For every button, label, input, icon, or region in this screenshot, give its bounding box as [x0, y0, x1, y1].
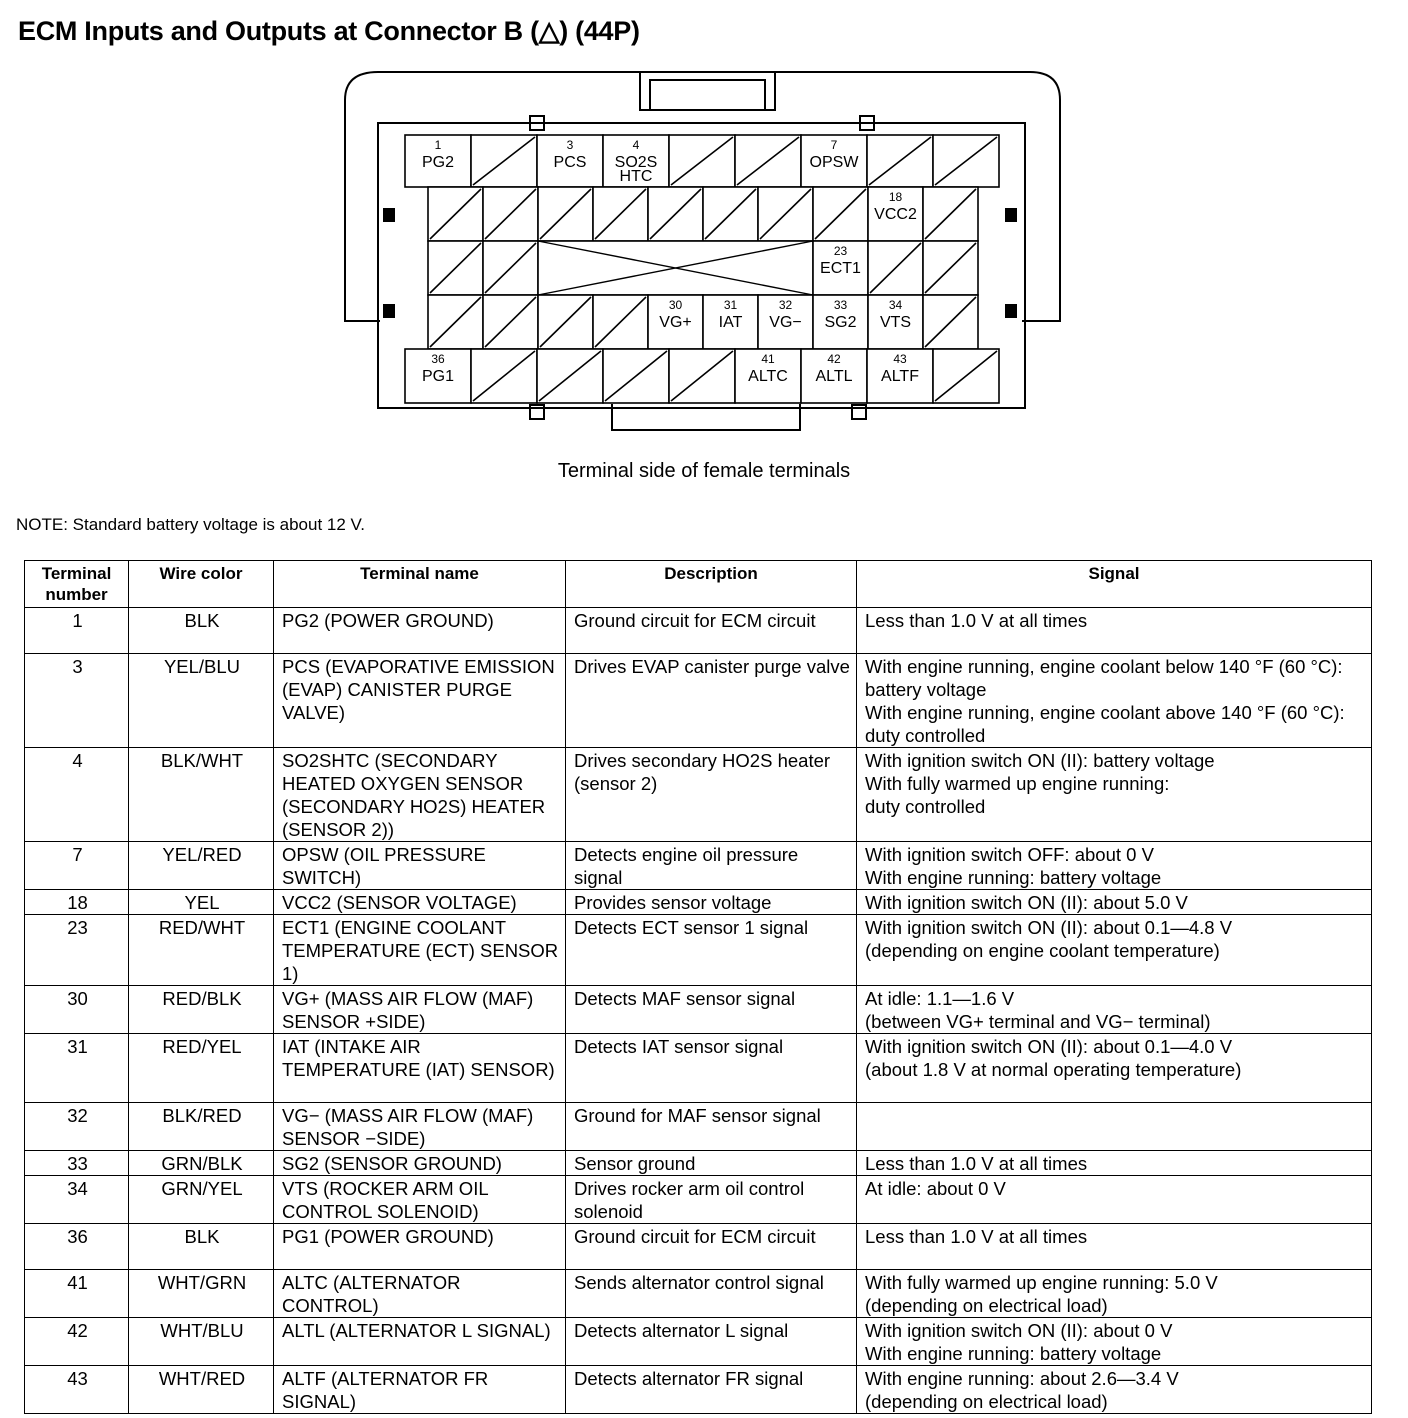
- empty-cavity: [923, 187, 978, 241]
- empty-cavity: [428, 187, 483, 241]
- signal-cell: Less than 1.0 V at all times: [857, 608, 1372, 654]
- description-cell: Detects IAT sensor signal: [566, 1034, 857, 1103]
- description-cell: Detects MAF sensor signal: [566, 986, 857, 1034]
- terminal-name-cell: ALTL (ALTERNATOR L SIGNAL): [274, 1318, 566, 1366]
- empty-cavity: [923, 295, 978, 349]
- signal-cell: [857, 1103, 1372, 1151]
- pin-number: 36: [431, 352, 445, 366]
- description-cell: Ground for MAF sensor signal: [566, 1103, 857, 1151]
- terminal-number-cell: 4: [25, 748, 129, 842]
- signal-cell: With fully warmed up engine running: 5.0 V (depending on electrical load): [857, 1270, 1372, 1318]
- description-cell: Detects alternator FR signal: [566, 1366, 857, 1414]
- empty-cavity: [537, 349, 603, 403]
- table-row: [25, 890, 1372, 915]
- header-signal: Signal: [857, 561, 1372, 608]
- wire-color-cell: BLK/RED: [129, 1103, 274, 1151]
- pin-number: 42: [827, 352, 841, 366]
- terminal-number-cell: 32: [25, 1103, 129, 1151]
- empty-cavity: [483, 241, 538, 295]
- empty-cavity: [538, 295, 593, 349]
- pin-label: ALTL: [815, 368, 853, 385]
- terminal-name-cell: ALTC (ALTERNATOR CONTROL): [274, 1270, 566, 1318]
- signal-cell: With engine running: about 2.6—3.4 V (depending on electrical load): [857, 1366, 1372, 1414]
- wire-color-cell: GRN/YEL: [129, 1176, 274, 1224]
- terminal-number-cell: 42: [25, 1318, 129, 1366]
- wire-color-cell: WHT/GRN: [129, 1270, 274, 1318]
- terminal-name-cell: VTS (ROCKER ARM OIL CONTROL SOLENOID): [274, 1176, 566, 1224]
- pin-number: 34: [888, 298, 903, 312]
- wire-color-cell: BLK: [129, 608, 274, 654]
- signal-cell: With ignition switch ON (II): about 0.1—4.8 V (depending on engine coolant temperature): [857, 915, 1372, 986]
- pin-number: 23: [833, 244, 848, 258]
- terminal-number-cell: 30: [25, 986, 129, 1034]
- terminal-number-cell: 1: [25, 608, 129, 654]
- terminal-number-cell: 18: [25, 890, 129, 915]
- terminal-number-cell: 36: [25, 1224, 129, 1270]
- pin-label: VTS: [879, 314, 912, 331]
- empty-cavity: [593, 187, 648, 241]
- pin-label: VG+: [659, 314, 692, 331]
- terminal-name-cell: PCS (EVAPORATIVE EMISSION (EVAP) CANISTER PURGE VALVE): [274, 654, 566, 748]
- empty-cavity: [428, 241, 483, 295]
- diagram-caption: Terminal side of female terminals: [557, 460, 851, 482]
- table-row: [25, 1270, 1372, 1318]
- terminal-name-cell: ALTF (ALTERNATOR FR SIGNAL): [274, 1366, 566, 1414]
- pin-number: 3: [566, 138, 574, 152]
- description-cell: Detects alternator L signal: [566, 1318, 857, 1366]
- pin-label: ALTC: [748, 368, 788, 385]
- description-cell: Detects ECT sensor 1 signal: [566, 915, 857, 986]
- table-row: [25, 842, 1372, 890]
- signal-cell: With ignition switch ON (II): about 0.1—4.0 V (about 1.8 V at normal operating temperature): [857, 1034, 1372, 1103]
- terminal-name-cell: VG+ (MASS AIR FLOW (MAF) SENSOR +SIDE): [274, 986, 566, 1034]
- header-terminal-name: Terminal name: [274, 561, 566, 608]
- signal-cell: With ignition switch ON (II): about 0 V With engine running: battery voltage: [857, 1318, 1372, 1366]
- pin-label: VCC2: [874, 206, 917, 223]
- empty-cavity: [648, 187, 703, 241]
- table-row: [25, 1176, 1372, 1224]
- empty-cavity: [471, 349, 537, 403]
- description-cell: Drives EVAP canister purge valve: [566, 654, 857, 748]
- terminal-number-cell: 7: [25, 842, 129, 890]
- terminal-number-cell: 43: [25, 1366, 129, 1414]
- table-row: [25, 986, 1372, 1034]
- pinout-table: [24, 560, 1372, 1414]
- description-cell: Ground circuit for ECM circuit: [566, 1224, 857, 1270]
- empty-cavity: [933, 135, 999, 187]
- description-cell: Drives rocker arm oil control solenoid: [566, 1176, 857, 1224]
- empty-cavity: [669, 135, 735, 187]
- terminal-number-cell: 41: [25, 1270, 129, 1318]
- empty-cavity: [471, 135, 537, 187]
- pin-number: 30: [668, 298, 683, 312]
- empty-cavity: [735, 135, 801, 187]
- terminal-cavities: [405, 135, 999, 403]
- terminal-name-cell: PG2 (POWER GROUND): [274, 608, 566, 654]
- empty-cavity: [703, 187, 758, 241]
- voltage-note: NOTE: Standard battery voltage is about 12 V.: [16, 515, 366, 534]
- table-row: [25, 1103, 1372, 1151]
- table-header-row: [25, 561, 1372, 608]
- description-cell: Provides sensor voltage: [566, 890, 857, 915]
- description-cell: Detects engine oil pressure signal: [566, 842, 857, 890]
- pin-number: 4: [632, 138, 640, 152]
- terminal-name-cell: SG2 (SENSOR GROUND): [274, 1151, 566, 1176]
- table-row: [25, 915, 1372, 986]
- empty-cavity: [868, 241, 923, 295]
- pin-number: 18: [888, 190, 903, 204]
- empty-cavity: [593, 295, 648, 349]
- pin-number: 31: [723, 298, 738, 312]
- wire-color-cell: RED/YEL: [129, 1034, 274, 1103]
- wire-color-cell: YEL: [129, 890, 274, 915]
- terminal-name-cell: IAT (INTAKE AIR TEMPERATURE (IAT) SENSOR): [274, 1034, 566, 1103]
- table-row: [25, 1034, 1372, 1103]
- terminal-number-cell: 34: [25, 1176, 129, 1224]
- empty-cavity: [923, 241, 978, 295]
- pin-number: 32: [778, 298, 793, 312]
- pin-label: ALTF: [881, 368, 919, 385]
- pin-number: 7: [830, 138, 838, 152]
- pin-number: 1: [434, 138, 442, 152]
- empty-cavity: [758, 187, 813, 241]
- empty-cavity: [538, 187, 593, 241]
- terminal-number-cell: 31: [25, 1034, 129, 1103]
- header-terminal-number: Terminal number: [25, 561, 129, 608]
- empty-cavity: [813, 187, 868, 241]
- terminal-name-cell: VG− (MASS AIR FLOW (MAF) SENSOR −SIDE): [274, 1103, 566, 1151]
- signal-cell: At idle: about 0 V: [857, 1176, 1372, 1224]
- wire-color-cell: BLK: [129, 1224, 274, 1270]
- empty-cavity: [669, 349, 735, 403]
- wire-color-cell: RED/WHT: [129, 915, 274, 986]
- description-cell: Drives secondary HO2S heater (sensor 2): [566, 748, 857, 842]
- wire-color-cell: RED/BLK: [129, 986, 274, 1034]
- pin-label: SG2: [824, 314, 857, 331]
- pin-label: VG−: [769, 314, 802, 331]
- pin-label: PG2: [421, 154, 455, 171]
- empty-cavity: [867, 135, 933, 187]
- wire-color-cell: YEL/BLU: [129, 654, 274, 748]
- pin-label: HTC: [619, 168, 653, 185]
- signal-cell: Less than 1.0 V at all times: [857, 1151, 1372, 1176]
- signal-cell: With ignition switch ON (II): about 5.0 V: [857, 890, 1372, 915]
- pin-label: PCS: [553, 154, 587, 171]
- table-row: [25, 1318, 1372, 1366]
- pin-label: OPSW: [809, 154, 859, 171]
- terminal-name-cell: OPSW (OIL PRESSURE SWITCH): [274, 842, 566, 890]
- table-row: [25, 1366, 1372, 1414]
- description-cell: Sensor ground: [566, 1151, 857, 1176]
- table-row: [25, 1151, 1372, 1176]
- signal-cell: With ignition switch OFF: about 0 V With engine running: battery voltage: [857, 842, 1372, 890]
- pin-label: PG1: [421, 368, 455, 385]
- terminal-name-cell: VCC2 (SENSOR VOLTAGE): [274, 890, 566, 915]
- wire-color-cell: WHT/BLU: [129, 1318, 274, 1366]
- pin-label: SO2S: [614, 154, 658, 171]
- wire-color-cell: WHT/RED: [129, 1366, 274, 1414]
- header-wire-color: Wire color: [129, 561, 274, 608]
- table-row: [25, 748, 1372, 842]
- connector-diagram: [0, 0, 1408, 455]
- empty-cavity: [933, 349, 999, 403]
- signal-cell: With ignition switch ON (II): battery voltage With fully warmed up engine running: duty controlled: [857, 748, 1372, 842]
- description-cell: Sends alternator control signal: [566, 1270, 857, 1318]
- terminal-number-cell: 3: [25, 654, 129, 748]
- pin-number: 33: [833, 298, 848, 312]
- pin-label: IAT: [718, 314, 743, 331]
- signal-cell: At idle: 1.1—1.6 V (between VG+ terminal and VG− terminal): [857, 986, 1372, 1034]
- table-row: [25, 608, 1372, 654]
- terminal-name-cell: SO2SHTC (SECONDARY HEATED OXYGEN SENSOR (SECONDARY HO2S) HEATER (SENSOR 2)): [274, 748, 566, 842]
- wire-color-cell: YEL/RED: [129, 842, 274, 890]
- description-cell: Ground circuit for ECM circuit: [566, 608, 857, 654]
- terminal-name-cell: PG1 (POWER GROUND): [274, 1224, 566, 1270]
- terminal-number-cell: 33: [25, 1151, 129, 1176]
- wire-color-cell: BLK/WHT: [129, 748, 274, 842]
- terminal-number-cell: 23: [25, 915, 129, 986]
- signal-cell: Less than 1.0 V at all times: [857, 1224, 1372, 1270]
- pin-number: 41: [761, 352, 775, 366]
- empty-cavity: [603, 349, 669, 403]
- header-description: Description: [566, 561, 857, 608]
- empty-cavity: [428, 295, 483, 349]
- empty-cavity: [483, 295, 538, 349]
- empty-cavity: [483, 187, 538, 241]
- table-row: [25, 654, 1372, 748]
- page-title: ECM Inputs and Outputs at Connector B (△) (44P): [18, 16, 640, 46]
- signal-cell: With engine running, engine coolant below 140 °F (60 °C): battery voltage With engine running, engine coolant above 140 °F (60 °C): duty controlled: [857, 654, 1372, 748]
- terminal-name-cell: ECT1 (ENGINE COOLANT TEMPERATURE (ECT) SENSOR 1): [274, 915, 566, 986]
- wire-color-cell: GRN/BLK: [129, 1151, 274, 1176]
- table-row: [25, 1224, 1372, 1270]
- pin-number: 43: [893, 352, 907, 366]
- pin-label: ECT1: [820, 260, 861, 277]
